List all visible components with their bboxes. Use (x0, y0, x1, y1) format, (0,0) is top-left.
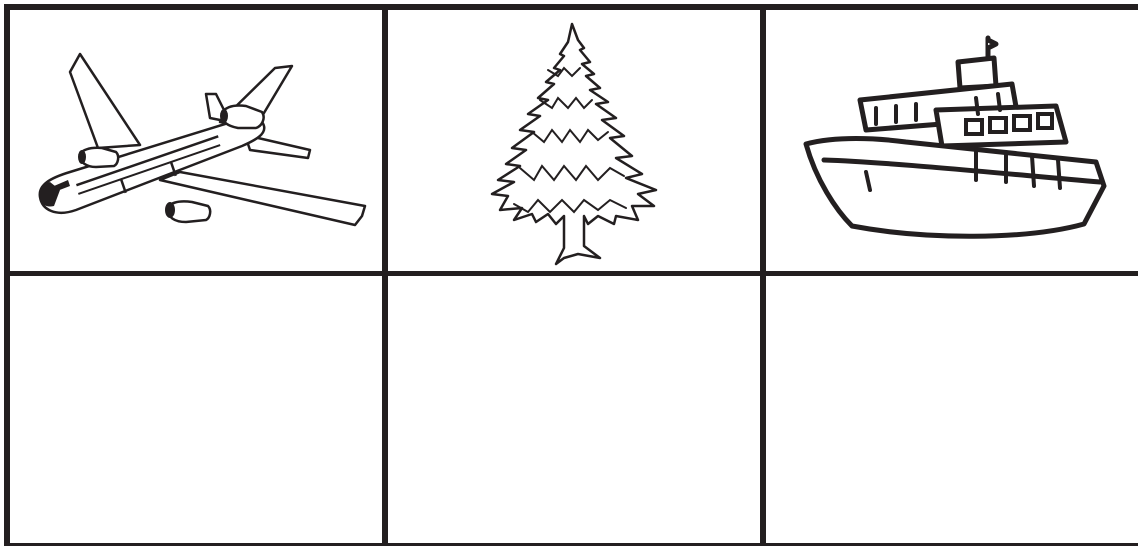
grid-cell-2-2 (388, 276, 760, 543)
grid-cell-2-1 (10, 276, 382, 543)
ship-icon (766, 10, 1138, 271)
pine-tree-icon (388, 10, 760, 271)
grid-cell-1-3 (766, 10, 1138, 271)
airplane-icon (10, 10, 382, 271)
grid-cell-1-2 (388, 10, 760, 271)
grid-cell-2-3 (766, 276, 1138, 543)
pine-tree-outline (492, 24, 656, 264)
grid-cell-1-1 (10, 10, 382, 271)
